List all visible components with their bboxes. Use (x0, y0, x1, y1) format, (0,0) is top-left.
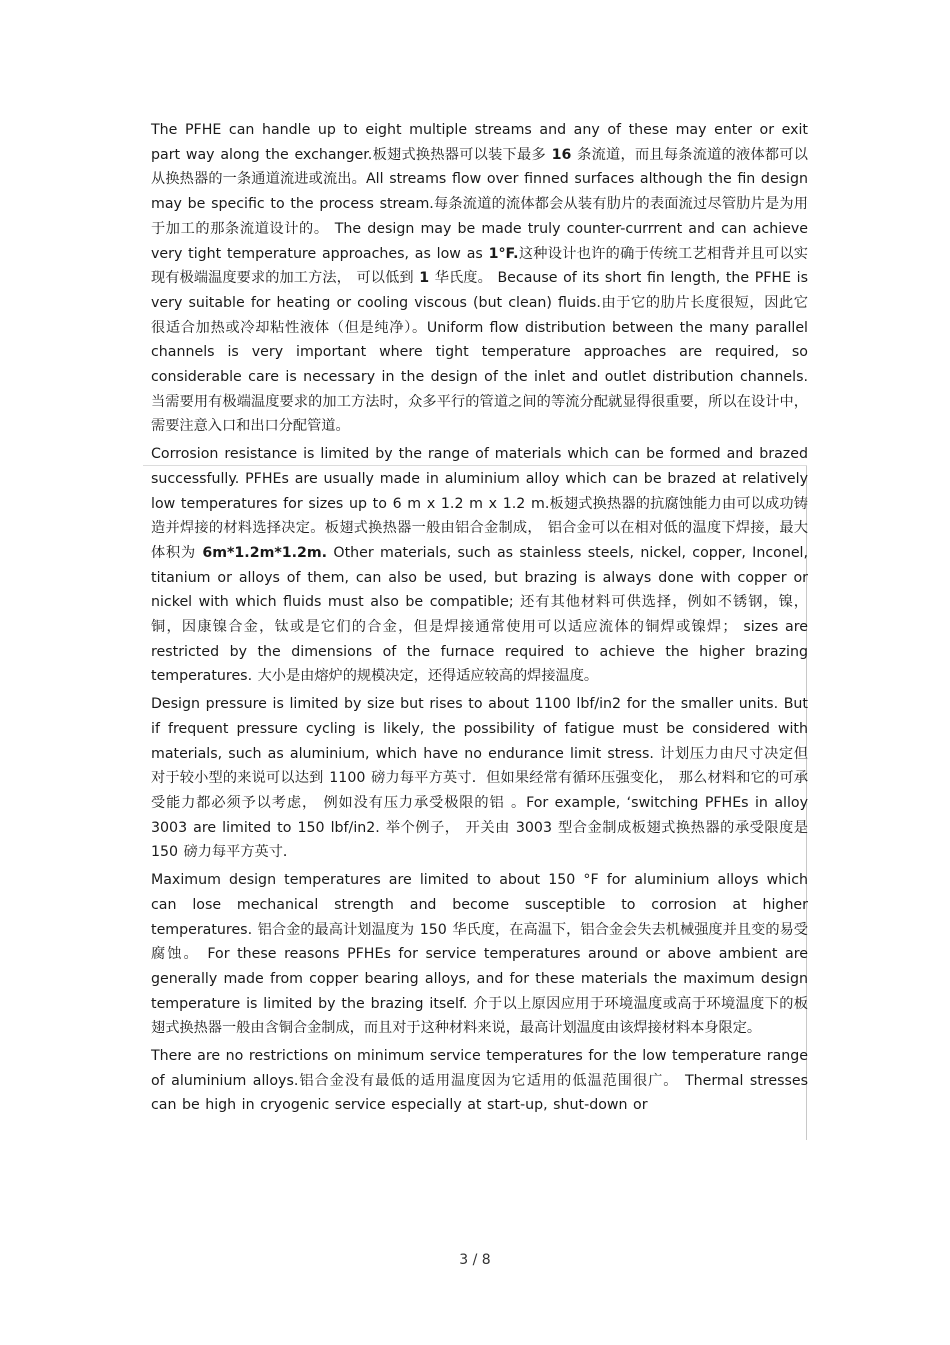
paragraph-design-pressure (143, 692, 808, 865)
text-run: Design pressure is limited by size but rises to about 1100 lbf/in2 for the smaller units. But if frequent pressure cycling is likely, the possibility of fatigue must be considered with materials, such as aluminium, which have no endurance limit stress. 计划压力由尺寸决定但对于较小型的来说可以达到 1100 磅力每平方英寸．但如果经常有循环压强变化， 那么材料和它的可承受能力都必须予以考虑， 例如没有压力承受极限的铝 。For example, ‘switching PFHEs in alloy 3003 are limited to 150 lbf/in2. 举个例子， 开关由 3003 型合金制成板翅式换热器的承受限度是 150 磅力每平方英寸． (151, 696, 808, 861)
bold-text-run: 16 (551, 146, 572, 163)
document-body (143, 118, 808, 1121)
text-run: 条流道，而且每条流道的液体都可以从换热器的一条通道流进或流出。All streams flow over finned surfaces although the fin design may be specific to the process stream.每条流道的流体都会从装有肋片的表面流过尽管肋片是为用于加工的那条流道设计的。 The design may be made truly counter-currrent and can achieve very tight temperature approaches, as low as (151, 146, 808, 262)
paragraph-pfhe-overview (143, 118, 808, 439)
bold-text-run: 1°F. (488, 245, 519, 262)
page-number: 3 / 8 (459, 1252, 491, 1268)
paragraph-low-temperature (143, 1044, 808, 1118)
text-run: 这种设计也许的确于传统工艺相背并且可以实现有极端温度要求的加工方法， 可以低到 (151, 245, 808, 287)
text-run: Maximum design temperatures are limited to about 150 °F for aluminium alloys which can lose mechanical strength and become susceptible to corrosion at higher temperatures. 铝合金的最高计划温度为 150 华氏度，在高温下，铝合金会失去机械强度并且变的易受腐蚀。 For these reasons PFHEs for service temperatures around or above ambient are generally made from copper bearing alloys, and for these materials the maximum design temperature is limited by the brazing itself. 介于以上原因应用于环境温度或高于环境温度下的板翅式换热器一般由含铜合金制成，而且对于这种材料来说，最高计划温度由该焊接材料本身限定。 (151, 872, 808, 1037)
text-run: The PFHE can handle up to eight multiple streams and any of these may enter or exit part way along the exchanger.板翅式换热器可以装下最多 (151, 122, 808, 163)
text-run: Other materials, such as stainless steels, nickel, copper, Inconel, titanium or alloys of them, can also be used, but brazing is always done with copper or nickel with which fluids must also be compatible; 还有其他材料可供选择，例如不锈钢，镍，铜，因康镍合金，钛或是它们的合金，但是焊接通常使用可以适应流体的铜焊或镍焊； sizes are restricted by the dimensions of the furnace required to achieve the higher brazing temperatures. 大小是由熔炉的规模决定，还得适应较高的焊接温度。 (151, 544, 809, 685)
bold-text-run: 1 (419, 270, 430, 287)
paragraph-design-temperature (143, 868, 808, 1041)
bold-text-run: 6m*1.2m*1.2m. (202, 544, 328, 561)
text-run: There are no restrictions on minimum service temperatures for the low temperature range of aluminium alloys.铝合金没有最低的适用温度因为它适用的低温范围很广。 Thermal stresses can be high in cryogenic service especially at start-up, shut-down or (151, 1048, 808, 1114)
paragraph-corrosion-resistance (143, 442, 808, 689)
text-run: Corrosion resistance is limited by the range of materials which can be formed and brazed successfully. PFHEs are usually made in aluminium alloy which can be brazed at relatively low temperatures for sizes up to 6 m x 1.2 m x 1.2 m.板翅式换热器的抗腐蚀能力由可以成功铸造并焊接的材料选择决定。板翅式换热器一般由铝合金制成， 铝合金可以在相对低的温度下焊接，最大体积为 (151, 446, 808, 561)
text-run: 华氏度。 Because of its short fin length, the PFHE is very suitable for heating or cooling viscous (but clean) fluids.由于它的肋片长度很短，因此它很适合加热或冷却粘性液体（但是纯净）。Uniform flow distribution between the many parallel channels is very important where tight temperature approaches are required, so considerable care is necessary in the design of the inlet and outlet distribution channels.当需要用有极端温度要求的加工方法时，众多平行的管道之间的等流分配就显得很重要，所以在设计中，需要注意入口和出口分配管道。 (151, 270, 808, 435)
